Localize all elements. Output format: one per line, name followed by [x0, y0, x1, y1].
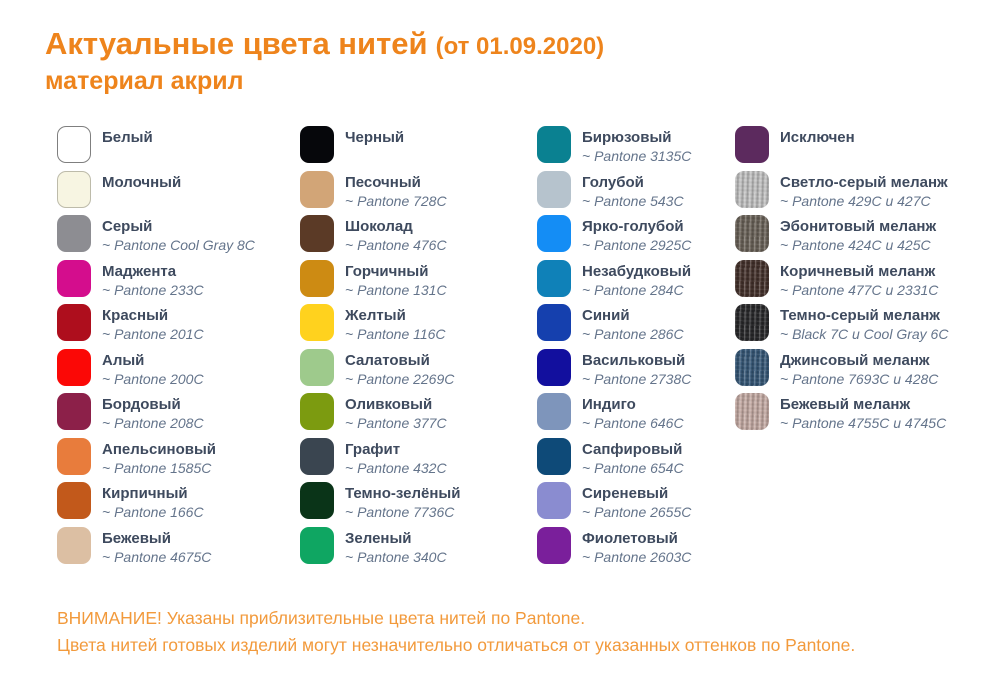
color-swatch	[300, 438, 334, 475]
color-item	[735, 304, 997, 349]
color-item	[537, 126, 735, 171]
color-name: Сапфировый	[582, 440, 683, 458]
color-swatch	[735, 304, 769, 341]
color-swatch	[300, 304, 334, 341]
color-name: Графит	[345, 440, 401, 458]
color-item	[537, 304, 735, 349]
color-labels	[345, 171, 447, 211]
color-swatch	[57, 215, 91, 252]
color-pantone: ~ Pantone 432C	[345, 459, 447, 476]
color-pantone: ~ Pantone 654C	[582, 459, 684, 476]
color-name: Эбонитовый меланж	[780, 218, 937, 235]
color-name: Зеленый	[345, 529, 412, 547]
color-name: Серый	[102, 218, 153, 235]
color-pantone: ~ Pantone 116C	[345, 326, 446, 342]
color-item	[57, 260, 300, 305]
color-name: Бирюзовый	[582, 129, 672, 146]
color-item	[537, 438, 735, 483]
color-swatch	[57, 126, 91, 163]
color-item	[300, 304, 537, 349]
color-column-3	[537, 126, 735, 571]
color-labels	[780, 126, 855, 147]
color-swatch	[57, 527, 91, 564]
color-labels	[780, 393, 946, 433]
color-name: Шоколад	[345, 218, 413, 235]
color-pantone: ~ Pantone 728C	[345, 192, 447, 209]
color-item	[537, 393, 735, 438]
color-column-2	[300, 126, 537, 571]
color-labels	[582, 215, 691, 255]
color-name: Незабудковый	[582, 262, 692, 280]
color-item	[537, 482, 735, 527]
color-item	[735, 171, 997, 216]
color-name: Алый	[102, 351, 145, 369]
page-title	[45, 26, 604, 65]
color-name: Коричневый меланж	[780, 262, 936, 280]
color-swatch	[537, 171, 571, 208]
color-item	[300, 438, 537, 483]
color-labels	[780, 349, 938, 389]
color-pantone: ~ Pantone 2603C	[582, 548, 692, 565]
color-pantone: ~ Pantone 284C	[582, 281, 684, 298]
color-pantone: ~ Pantone 2738C	[582, 370, 692, 387]
color-name: Сиреневый	[582, 485, 669, 502]
color-item	[57, 304, 300, 349]
color-pantone: ~ Pantone 543C	[582, 192, 684, 209]
color-labels	[102, 349, 204, 389]
color-swatch	[735, 171, 769, 208]
color-pantone: ~ Pantone 286C	[582, 326, 684, 342]
color-swatch	[735, 393, 769, 430]
color-pantone: ~ Pantone 208C	[102, 415, 204, 431]
color-labels	[780, 304, 948, 344]
color-item	[300, 215, 537, 260]
color-swatch	[735, 260, 769, 297]
color-column-1	[57, 126, 300, 571]
color-swatch	[57, 349, 91, 386]
color-swatch	[537, 304, 571, 341]
color-item	[537, 215, 735, 260]
color-pantone: ~ Pantone 201C	[102, 326, 204, 342]
color-labels	[102, 527, 211, 567]
color-swatch	[537, 482, 571, 519]
page-title-date: (от 01.09.2020)	[435, 33, 605, 60]
color-labels	[780, 215, 936, 255]
color-name: Красный	[102, 307, 169, 324]
color-name: Синий	[582, 307, 630, 324]
color-swatch	[735, 349, 769, 386]
color-pantone: ~ Pantone 424C и 425C	[780, 237, 931, 253]
color-name: Черный	[345, 129, 405, 146]
color-item	[57, 215, 300, 260]
color-column-4	[735, 126, 997, 571]
color-swatch	[300, 171, 334, 208]
color-pantone: ~ Pantone 233C	[102, 281, 204, 298]
color-pantone: ~ Black 7C и Cool Gray 6C	[780, 326, 949, 342]
color-item	[57, 482, 300, 527]
color-item	[537, 349, 735, 394]
color-swatch	[537, 126, 571, 163]
color-pantone: ~ Pantone 340C	[345, 548, 447, 565]
color-labels	[345, 260, 447, 300]
color-pantone: ~ Pantone 2925C	[582, 237, 692, 253]
color-labels	[345, 527, 447, 567]
color-item	[300, 171, 537, 216]
color-name: Апельсиновый	[102, 440, 217, 458]
color-pantone: ~ Pantone 4755C и 4745C	[780, 415, 947, 431]
color-swatch	[537, 393, 571, 430]
color-labels	[582, 126, 691, 166]
color-swatch	[57, 171, 91, 208]
color-name: Оливковый	[345, 396, 433, 413]
color-labels	[345, 126, 404, 147]
color-swatch	[300, 393, 334, 430]
color-item	[300, 393, 537, 438]
color-name: Молочный	[102, 173, 182, 191]
color-item	[300, 349, 537, 394]
color-labels	[102, 482, 204, 522]
color-item	[57, 349, 300, 394]
warning-note	[57, 605, 855, 659]
color-swatch	[537, 215, 571, 252]
color-pantone: ~ Pantone 7736C	[345, 504, 455, 520]
color-pantone: ~ Pantone 200C	[102, 370, 204, 387]
color-item	[537, 171, 735, 216]
color-swatch	[300, 349, 334, 386]
color-swatch	[537, 349, 571, 386]
color-labels	[102, 260, 204, 300]
color-labels	[582, 438, 684, 478]
warning-line-1: ВНИМАНИЕ! Указаны приблизительные цвета нитей по Pantone.	[57, 608, 586, 628]
color-swatch	[735, 215, 769, 252]
color-item	[735, 349, 997, 394]
color-pantone: ~ Pantone 377C	[345, 415, 447, 431]
color-name: Фиолетовый	[582, 529, 678, 547]
color-labels	[102, 438, 216, 478]
color-name: Темно-зелёный	[345, 485, 461, 502]
color-labels	[345, 304, 446, 344]
color-name: Горчичный	[345, 262, 429, 280]
color-labels	[345, 438, 447, 478]
color-pantone: ~ Pantone 166C	[102, 504, 204, 520]
color-name: Исключен	[780, 129, 855, 146]
color-pantone: ~ Pantone 646C	[582, 415, 684, 431]
color-pantone: ~ Pantone 131C	[345, 281, 447, 298]
color-name: Джинсовый меланж	[780, 351, 930, 369]
color-labels	[345, 215, 447, 255]
color-name: Индиго	[582, 396, 636, 413]
color-grid	[57, 126, 997, 571]
color-labels	[780, 171, 948, 211]
color-name: Голубой	[582, 173, 644, 191]
page-title-main: Актуальные цвета нитей	[45, 26, 428, 61]
color-name: Желтый	[345, 307, 406, 324]
color-swatch	[300, 215, 334, 252]
color-pantone: ~ Pantone Cool Gray 8C	[102, 237, 255, 253]
color-item	[735, 393, 997, 438]
color-pantone: ~ Pantone 7693C и 428C	[780, 370, 939, 387]
color-labels	[102, 171, 181, 192]
color-item	[300, 260, 537, 305]
color-labels	[102, 126, 153, 147]
color-item	[735, 260, 997, 305]
color-labels	[345, 393, 447, 433]
color-swatch	[537, 527, 571, 564]
color-labels	[582, 349, 691, 389]
color-labels	[345, 349, 454, 389]
color-pantone: ~ Pantone 2655C	[582, 504, 692, 520]
color-swatch	[537, 438, 571, 475]
color-item	[735, 215, 997, 260]
color-name: Песочный	[345, 173, 421, 191]
color-pantone: ~ Pantone 1585C	[102, 459, 212, 476]
color-labels	[102, 304, 204, 344]
warning-line-2: Цвета нитей готовых изделий могут незначительно отличаться от указанных оттенков по Pantone.	[57, 635, 856, 655]
color-item	[300, 482, 537, 527]
color-labels	[582, 304, 684, 344]
color-pantone: ~ Pantone 3135C	[582, 148, 692, 164]
color-item	[300, 527, 537, 572]
color-swatch	[57, 438, 91, 475]
color-swatch	[300, 126, 334, 163]
color-pantone: ~ Pantone 477C и 2331C	[780, 281, 939, 298]
color-swatch	[57, 482, 91, 519]
page-subtitle: материал акрил	[45, 67, 244, 95]
color-labels	[582, 527, 691, 567]
color-name: Васильковый	[582, 351, 686, 369]
color-swatch	[57, 393, 91, 430]
color-labels	[582, 482, 691, 522]
color-pantone: ~ Pantone 429C и 427C	[780, 192, 931, 209]
color-name: Маджента	[102, 262, 177, 280]
color-labels	[582, 171, 684, 211]
color-item	[57, 171, 300, 216]
color-item	[537, 260, 735, 305]
color-labels	[582, 260, 691, 300]
color-labels	[102, 215, 255, 255]
color-swatch	[300, 260, 334, 297]
color-labels	[582, 393, 684, 433]
color-pantone: ~ Pantone 4675C	[102, 548, 212, 565]
color-name: Бежевый	[102, 529, 171, 547]
color-pantone: ~ Pantone 476C	[345, 237, 447, 253]
color-labels	[780, 260, 938, 300]
color-name: Салатовый	[345, 351, 430, 369]
color-item	[57, 438, 300, 483]
color-name: Кирпичный	[102, 485, 188, 502]
color-item	[537, 527, 735, 572]
color-name: Светло-серый меланж	[780, 173, 948, 191]
color-labels	[102, 393, 204, 433]
color-item	[300, 126, 537, 171]
color-swatch	[735, 126, 769, 163]
color-name: Темно-серый меланж	[780, 307, 940, 324]
color-name: Ярко-голубой	[582, 218, 684, 235]
color-swatch	[537, 260, 571, 297]
color-item	[735, 126, 997, 171]
color-labels	[345, 482, 460, 522]
color-pantone: ~ Pantone 2269C	[345, 370, 455, 387]
color-name: Белый	[102, 129, 153, 146]
color-swatch	[57, 304, 91, 341]
color-item	[57, 393, 300, 438]
color-name: Бежевый меланж	[780, 396, 911, 413]
color-swatch	[300, 527, 334, 564]
header	[45, 26, 604, 97]
color-name: Бордовый	[102, 396, 181, 413]
color-swatch	[300, 482, 334, 519]
color-item	[57, 126, 300, 171]
color-swatch	[57, 260, 91, 297]
color-item	[57, 527, 300, 572]
